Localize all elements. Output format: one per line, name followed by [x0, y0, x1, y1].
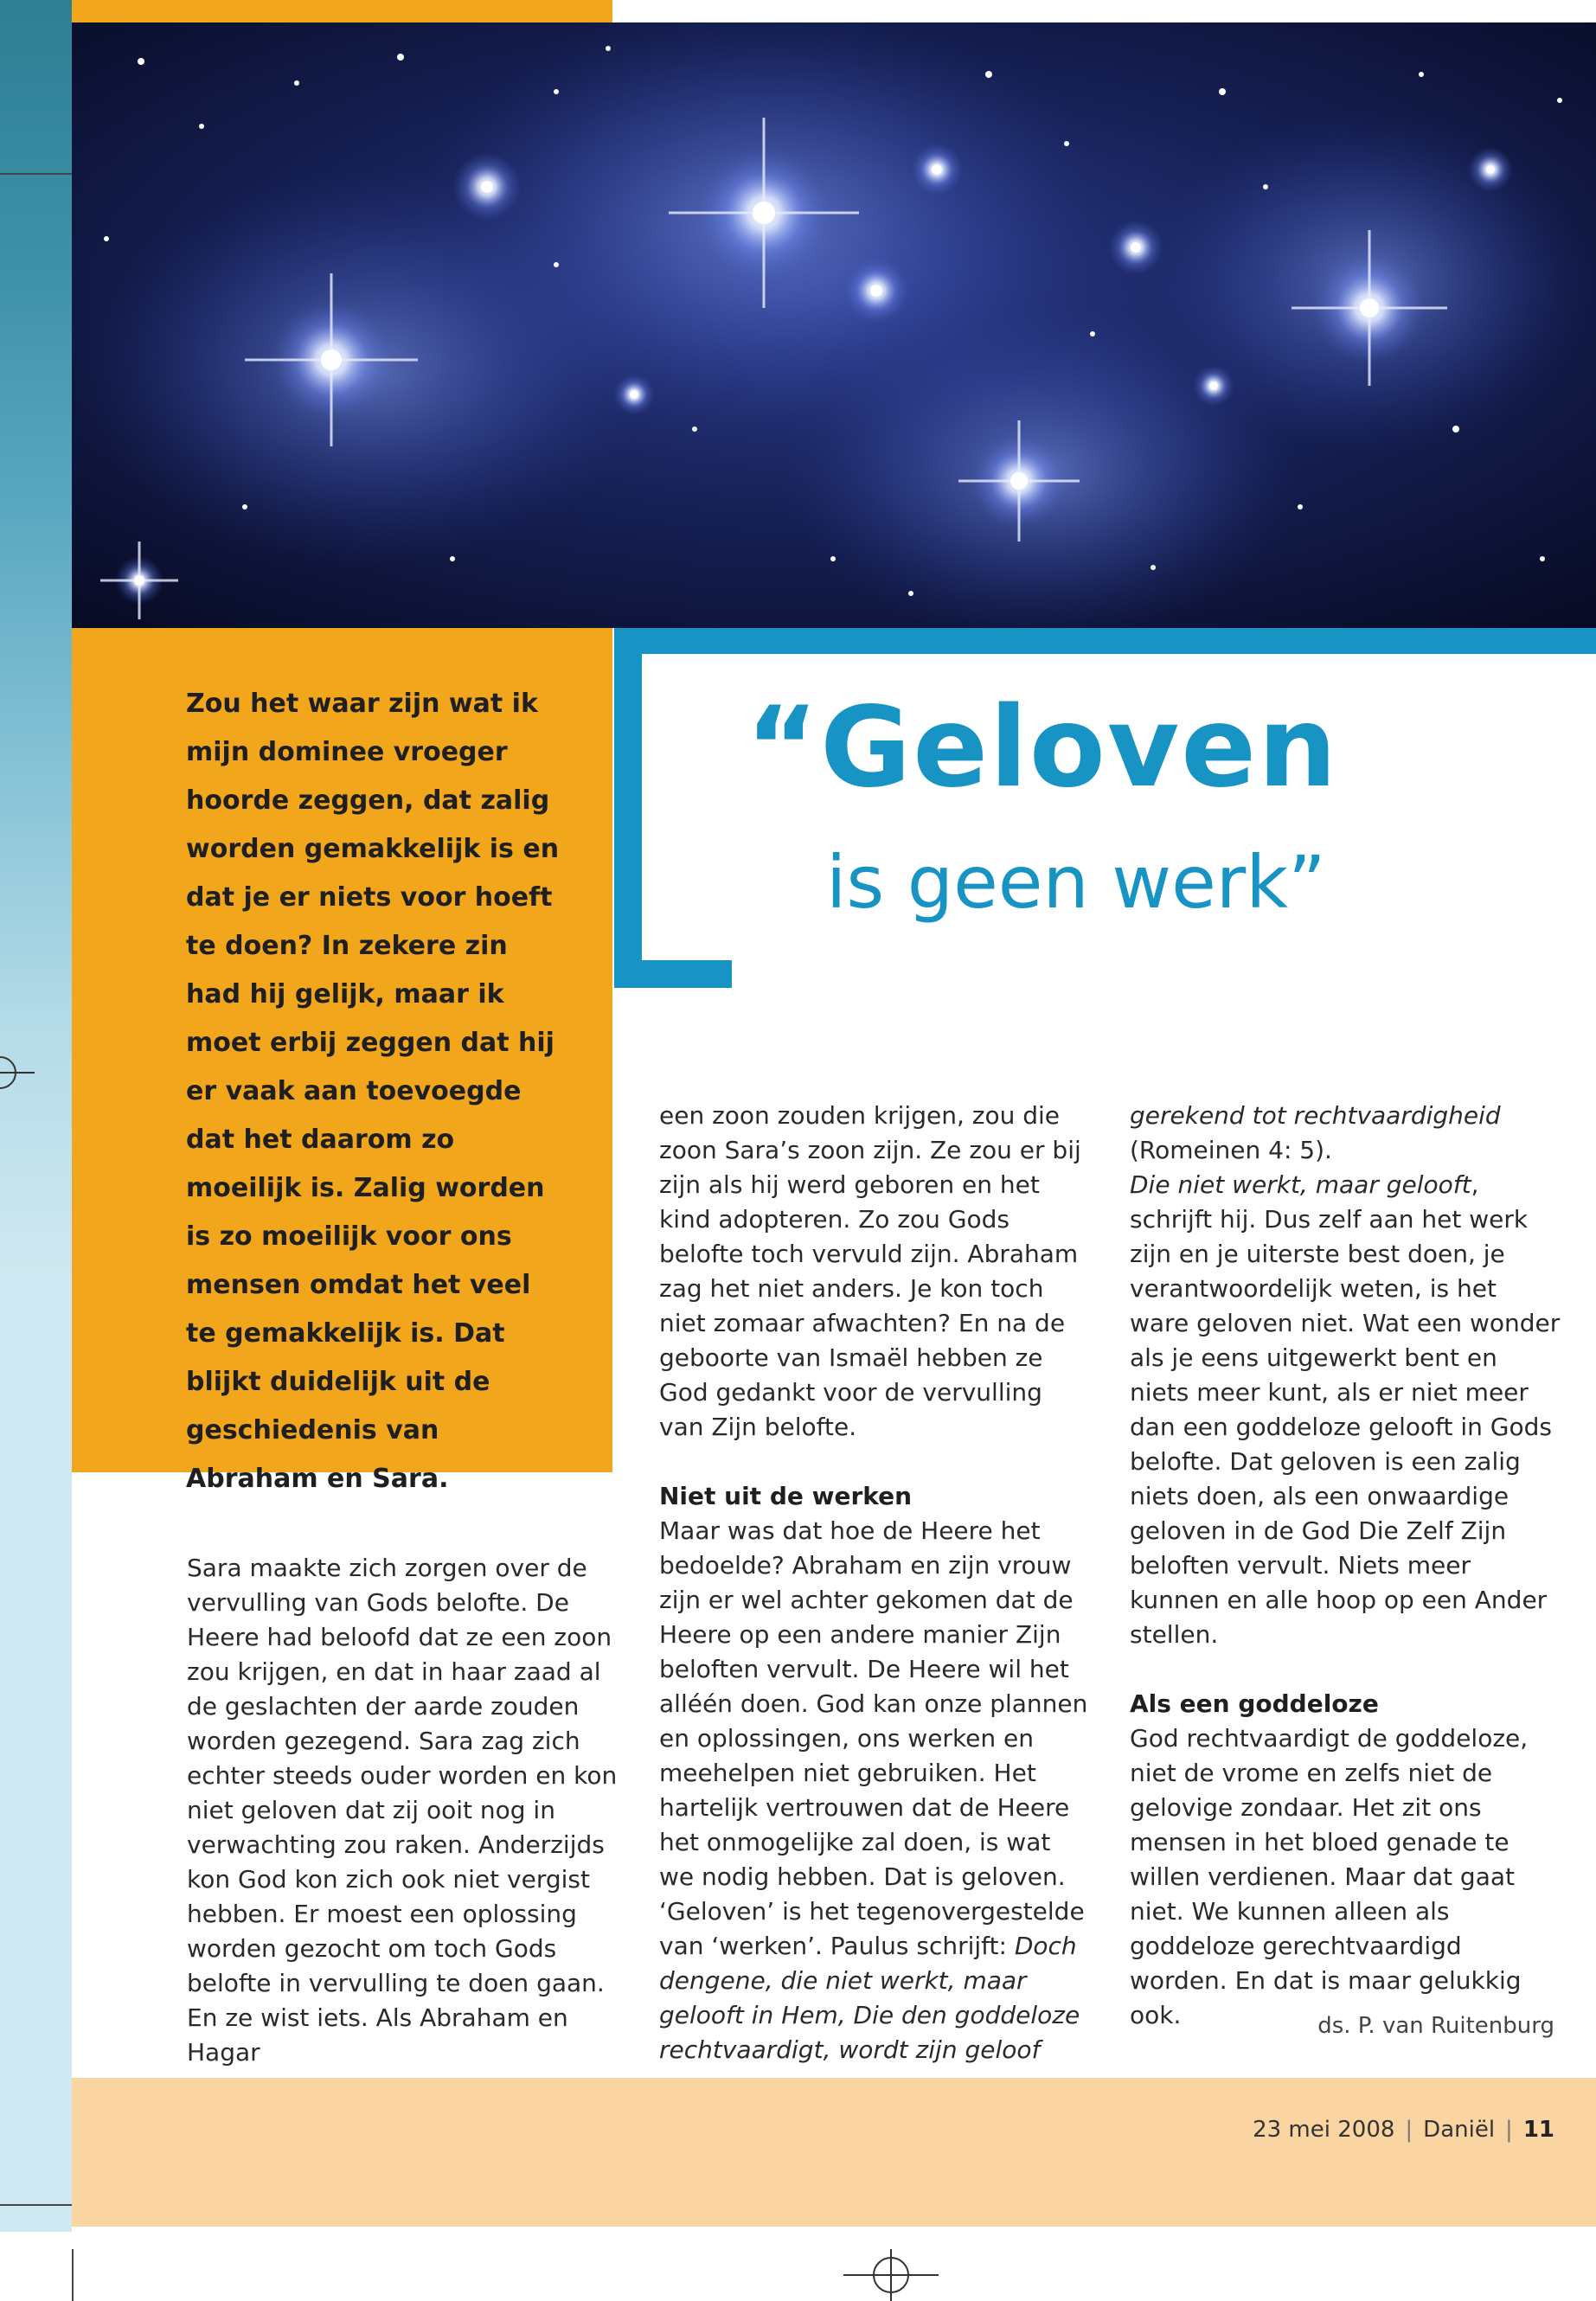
- paragraph: God rechtvaardigt de goddeloze, niet de vrome en zelfs niet de gelovige zondaar. Het zit ons mensen in het bloed genade te willen verdienen. Maar dat gaat niet. We kunnen alleen als goddeloze gerechtvaardigd worden. En dat is maar gelukkig ook.: [1130, 1724, 1529, 2029]
- magazine-name: Daniël: [1423, 2117, 1496, 2143]
- section-heading: Als een goddeloze: [1130, 1689, 1379, 1718]
- author-byline: ds. P. van Ruitenburg: [1317, 2013, 1554, 2039]
- footer-band: [72, 2078, 1596, 2227]
- star-cluster-photo: [72, 22, 1596, 628]
- paragraph: gerekend tot rechtvaardigheid (Romeinen 4: 5). Die niet werkt, maar gelooft, schrijft hij. Dus zelf aan het werk zijn en je uiterste best doen, je verantwoordelijk weten, is het ware geloven niet. Wat een wonder als je eens uitgewerkt bent en niets meer kunt, als er niet meer dan een goddeloze gelooft in Gods belofte. Dat geloven is een zalig niets doen, als een onwaardige geloven in de God Die Zelf Zijn beloften vervult. Niets meer kunnen en alle hoop op een Ander stellen.: [1130, 1101, 1561, 1649]
- page-footer: [1253, 2112, 1554, 2147]
- left-color-strip-lower: [0, 1280, 72, 2232]
- article-subtitle: is geen werk”: [826, 840, 1326, 925]
- issue-date: 23 mei 2008: [1253, 2117, 1395, 2143]
- top-orange-tab: [72, 0, 612, 22]
- crop-mark: [0, 173, 72, 175]
- title-frame-left: [614, 628, 642, 988]
- body-column-2: [659, 1099, 1092, 2067]
- paragraph: Sara maakte zich zorgen over de vervulling van Gods belofte. De Heere had beloofd dat ze een zoon zou krijgen, en dat in haar zaad al de geslachten der aarde zouden worden gezegend. Sara zag zich echter steeds ouder worden en kon niet geloven dat zij ooit nog in verwachting zou raken. Anderzijds kon God kon zich ook niet vergist hebben. Er moest een oplossing worden gezocht om toch Gods belofte in vervulling te doen gaan. En ze wist iets. Als Abraham en Hagar: [187, 1554, 618, 2067]
- intro-text: Zou het waar zijn wat ik mijn dominee vroeger hoorde zeggen, dat zalig worden gemakkelijk is en dat je er niets voor hoeft te doen? In zekere zin had hij gelijk, maar ik moet erbij zeggen dat hij er vaak aan toevoegde dat het daarom zo moeilijk is. Zalig worden is zo moeilijk voor ons mensen omdat het veel te gemakkelijk is. Dat blijkt duidelijk uit de geschiedenis van Abraham en Sara.: [186, 689, 560, 1494]
- registration-mark-icon: [0, 1047, 35, 1099]
- scripture-quote-continued: gerekend tot rechtvaardigheid: [1130, 1101, 1501, 1130]
- scripture-quote: Die niet werkt, maar gelooft: [1130, 1170, 1471, 1199]
- crop-mark: [72, 2249, 74, 2301]
- scripture-reference: (Romeinen 4: 5).: [1130, 1136, 1332, 1164]
- article-title: “Geloven: [746, 683, 1339, 812]
- footer-separator: |: [1505, 2117, 1513, 2143]
- paragraph: een zoon zouden krijgen, zou die zoon Sara’s zoon zijn. Ze zou er bij zijn als hij werd geboren en het kind adopteren. Zo zou Gods belofte toch vervuld zijn. Abraham zag het niet anders. Je kon toch niet zomaar afwachten? En na de geboorte van Ismaël hebben ze God gedankt voor de vervulling van Zijn belofte.: [659, 1101, 1081, 1441]
- crop-mark: [0, 2204, 72, 2206]
- scripture-quote: Doch dengene, die niet werkt, maar gelooft in Hem, Die den goddeloze rechtvaardigt, wordt zijn geloof: [659, 1932, 1080, 2064]
- section-heading: Niet uit de werken: [659, 1482, 913, 1510]
- registration-mark-icon: [843, 2249, 939, 2301]
- title-frame-top: [642, 628, 1596, 654]
- intro-box: [72, 628, 612, 1494]
- footer-separator: |: [1405, 2117, 1413, 2143]
- body-column-3: [1130, 1099, 1562, 2033]
- paragraph: Maar was dat hoe de Heere het bedoelde? Abraham en zijn vrouw zijn er wel achter gekomen dat de Heere op een andere manier Zijn beloften vervult. De Heere wil het alléén doen. God kan onze plannen en oplossingen, ons werken en meehelpen niet gebruiken. Het hartelijk vertrouwen dat de Heere het onmogelijke zal doen, is wat we nodig hebben. Dat is geloven. ‘Geloven’ is het tegenovergestelde van ‘werken’. Paulus schrijft: Doch dengene, die niet werkt, maar gelooft in Hem, Die den goddeloze rechtvaardigt, wordt zijn geloof: [659, 1516, 1088, 2064]
- title-frame-bottom: [614, 960, 732, 988]
- body-column-1: [187, 1551, 628, 2070]
- page-number: 11: [1522, 2117, 1554, 2143]
